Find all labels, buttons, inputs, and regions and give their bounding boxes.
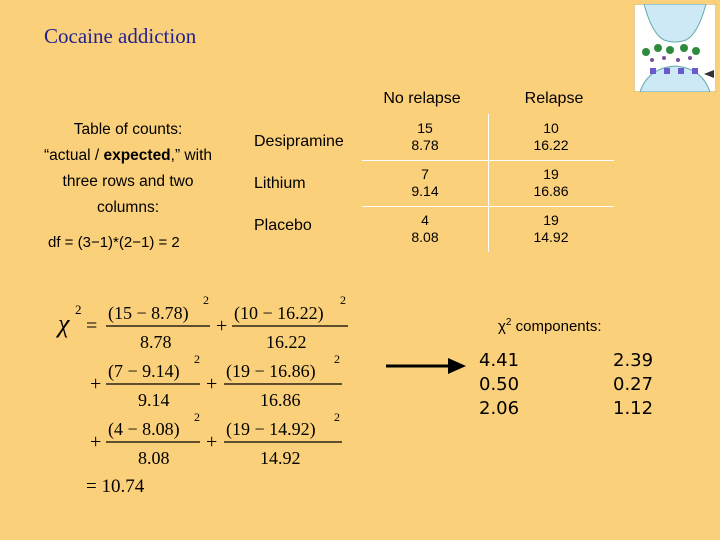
formula-result: = 10.74	[86, 476, 145, 497]
column-header-no-relapse: No relapse	[383, 90, 461, 107]
components-column-relapse	[613, 349, 653, 421]
table-cell	[362, 120, 488, 154]
actual-count: 10	[543, 120, 559, 136]
row-label-placebo: Placebo	[254, 217, 312, 234]
plus-sign: +	[206, 373, 218, 395]
formula-numerator: (7 − 9.14)	[108, 361, 180, 381]
expected-count: 16.86	[533, 183, 569, 199]
plus-sign: +	[90, 431, 102, 453]
formula-exponent: 2	[194, 352, 200, 366]
table-divider	[362, 160, 614, 161]
formula-exponent: 2	[340, 293, 346, 307]
formula-numerator: (4 − 8.08)	[108, 419, 180, 439]
row-label-lithium: Lithium	[254, 175, 306, 192]
actual-count: 19	[543, 166, 559, 182]
degrees-of-freedom: df = (3−1)*(2−1) = 2	[48, 234, 180, 251]
component-value: 4.41	[479, 350, 520, 371]
table-cell	[488, 212, 614, 246]
equals-sign: =	[86, 315, 98, 337]
actual-count: 4	[421, 212, 429, 228]
component-value: 0.50	[479, 374, 520, 395]
row-label-desipramine: Desipramine	[254, 133, 344, 150]
component-value: 0.27	[613, 374, 654, 395]
formula-numerator: (19 − 16.86)	[226, 361, 316, 381]
plus-sign: +	[206, 431, 218, 453]
formula-denominator: 8.08	[138, 448, 170, 468]
expected-count: 9.14	[411, 183, 439, 199]
formula-exponent: 2	[334, 352, 340, 366]
table-description	[22, 117, 234, 221]
column-header-relapse: Relapse	[524, 90, 584, 107]
table-cell	[488, 166, 614, 200]
plus-sign: +	[90, 373, 102, 395]
plus-sign: +	[216, 315, 228, 337]
description-line: columns:	[96, 199, 160, 216]
components-label: $\chi^2$ components:	[498, 317, 602, 335]
formula-numerator: (15 − 8.78)	[108, 303, 189, 323]
arrow-right-icon	[384, 356, 468, 376]
expected-count: 16.22	[533, 137, 569, 153]
table-cell	[362, 212, 488, 246]
table-cell	[362, 166, 488, 200]
component-value: 2.06	[479, 398, 520, 419]
formula-denominator: 16.22	[266, 332, 307, 352]
description-line: Table of counts:	[73, 121, 183, 138]
component-value: 2.39	[613, 350, 654, 371]
table-divider	[362, 206, 614, 207]
counts-table	[362, 114, 614, 252]
expected-emphasis: expected	[103, 147, 171, 164]
formula-denominator: 8.78	[140, 332, 172, 352]
component-value: 1.12	[613, 398, 654, 419]
formula-numerator: (10 − 16.22)	[234, 303, 324, 323]
table-cell	[488, 120, 614, 154]
formula-denominator: 14.92	[260, 448, 301, 468]
formula-exponent: 2	[194, 410, 200, 424]
actual-count: 7	[421, 166, 429, 182]
description-line: “actual / expected,” with	[44, 147, 212, 164]
expected-count: 14.92	[533, 229, 569, 245]
formula-denominator: 9.14	[138, 390, 170, 410]
formula-numerator: (19 − 14.92)	[226, 419, 316, 439]
chi-symbol: χ	[58, 309, 70, 338]
expected-count: 8.78	[411, 137, 439, 153]
formula-denominator: 16.86	[260, 390, 301, 410]
expected-count: 8.08	[411, 229, 439, 245]
page-title: Cocaine addiction	[44, 24, 197, 48]
actual-count: 15	[417, 120, 433, 136]
synapse-diagram-icon	[634, 4, 716, 92]
chi-superscript: 2	[75, 302, 82, 317]
actual-count: 19	[543, 212, 559, 228]
formula-exponent: 2	[334, 410, 340, 424]
components-column-no-relapse	[479, 349, 519, 421]
chi-square-formula	[48, 290, 368, 500]
description-line: three rows and two	[62, 173, 194, 190]
formula-exponent: 2	[203, 293, 209, 307]
